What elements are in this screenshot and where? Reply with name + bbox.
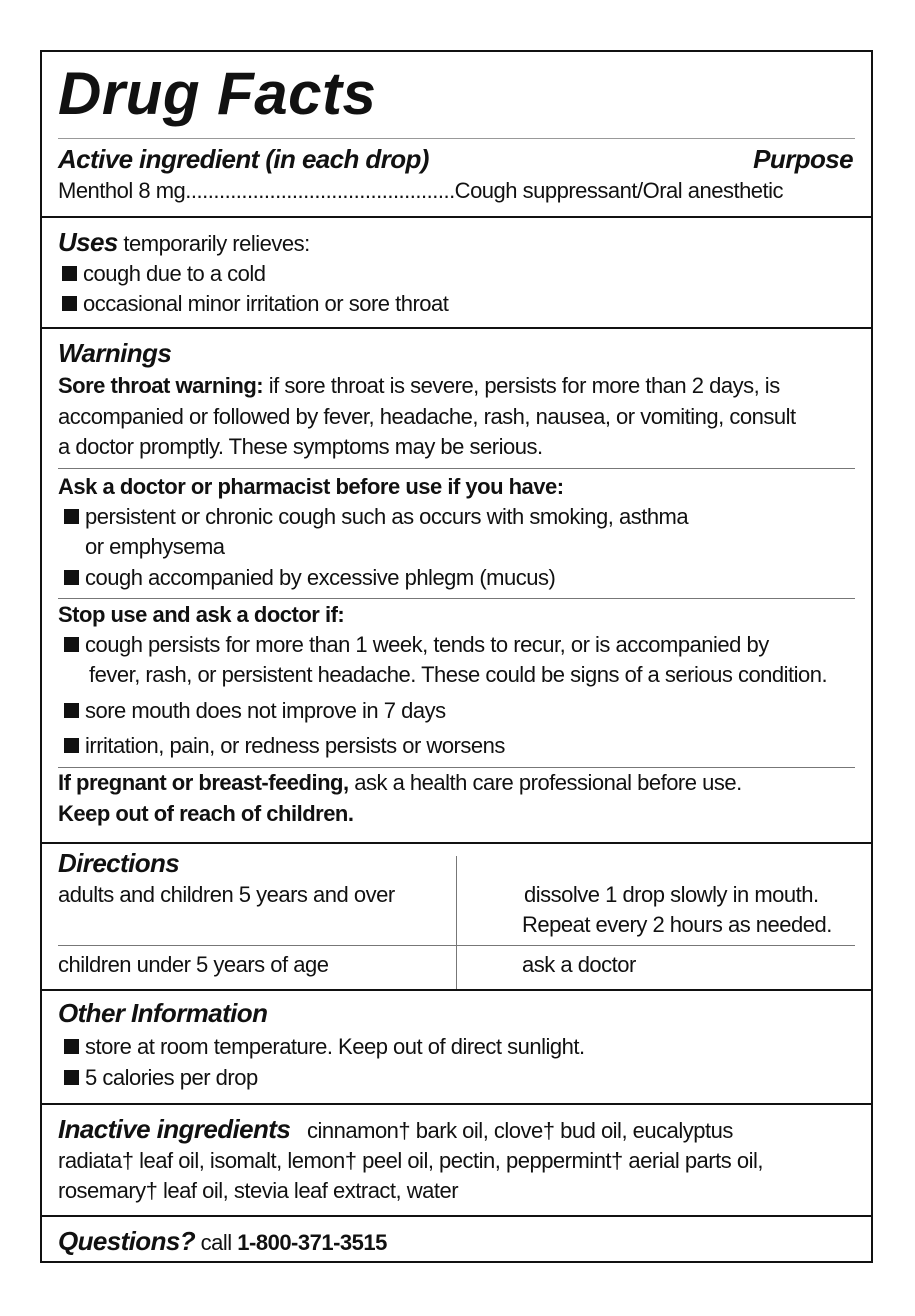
subsection-divider [58, 598, 855, 599]
other-information-heading: Other Information [58, 998, 268, 1028]
questions-line [58, 1228, 387, 1254]
sore-throat-label: Sore throat warning: [58, 373, 264, 398]
directions-row-divider [58, 945, 855, 946]
directions-what: Repeat every 2 hours as needed. [522, 912, 832, 937]
list-item: cough accompanied by excessive phlegm (mucus) [64, 567, 555, 589]
bullet-square-icon [64, 703, 79, 718]
directions-what: dissolve 1 drop slowly in mouth. [524, 882, 819, 907]
section-divider [42, 327, 871, 329]
drug-facts-panel [40, 50, 873, 1263]
directions-who: children under 5 years of age [58, 952, 329, 977]
list-item: store at room temperature. Keep out of direct sunlight. [64, 1036, 585, 1058]
bullet-square-icon [64, 738, 79, 753]
directions-what: ask a doctor [522, 952, 636, 977]
subsection-divider [58, 767, 855, 768]
directions-who: adults and children 5 years and over [58, 882, 395, 907]
subsection-divider [58, 468, 855, 469]
uses-heading: Uses [58, 227, 118, 257]
list-item: 5 calories per drop [64, 1067, 258, 1089]
active-ingredient-line: Menthol 8 mg................................................Cough suppressant/Oral anesthetic [58, 178, 784, 203]
inactive-ingredients-line: Inactive ingredients cinnamon† bark oil, clove† bud oil, eucalyptus [58, 1114, 733, 1144]
list-item: sore mouth does not improve in 7 days [64, 700, 446, 722]
inactive-ingredients-line: radiata† leaf oil, isomalt, lemon† peel oil, pectin, peppermint† aerial parts oil, [58, 1148, 763, 1173]
uses-intro: temporarily relieves: [123, 231, 310, 256]
pregnancy-label: If pregnant or breast-feeding, [58, 770, 349, 795]
list-item: irritation, pain, or redness persists or worsens [64, 735, 505, 757]
list-item: persistent or chronic cough such as occurs with smoking, asthma [64, 506, 688, 528]
section-divider [42, 216, 871, 218]
directions-column-divider [456, 856, 457, 990]
questions-heading: Questions? [58, 1226, 196, 1256]
list-item: occasional minor irritation or sore throat [62, 293, 448, 315]
sore-throat-warning: Sore throat warning: if sore throat is severe, persists for more than 2 days, is [58, 373, 780, 398]
ask-doctor-heading: Ask a doctor or pharmacist before use if you have: [58, 474, 564, 499]
pregnancy-warning: If pregnant or breast-feeding, ask a health care professional before use. [58, 770, 742, 795]
purpose-heading: Purpose [753, 144, 853, 174]
bullet-square-icon [64, 637, 79, 652]
bullet-square-icon [64, 509, 79, 524]
bullet-square-icon [64, 1070, 79, 1085]
bullet-square-icon [62, 296, 77, 311]
list-item: cough due to a cold [62, 263, 266, 285]
section-divider [42, 1103, 871, 1105]
inactive-ingredients-heading: Inactive ingredients [58, 1114, 291, 1144]
questions-phone: 1-800-371-3515 [237, 1230, 387, 1255]
title-divider [58, 138, 855, 139]
keep-out-of-reach: Keep out of reach of children. [58, 801, 354, 826]
drug-facts-title: Drug Facts [58, 60, 377, 127]
list-item-continuation: fever, rash, or persistent headache. These could be signs of a serious condition. [89, 662, 828, 687]
list-item-continuation: or emphysema [85, 534, 225, 559]
warnings-heading: Warnings [58, 338, 172, 368]
section-divider [42, 1215, 871, 1217]
stop-use-heading: Stop use and ask a doctor if: [58, 602, 345, 627]
bullet-square-icon [64, 570, 79, 585]
list-item: cough persists for more than 1 week, tends to recur, or is accompanied by [64, 634, 769, 656]
directions-heading: Directions [58, 848, 180, 878]
sore-throat-line: a doctor promptly. These symptoms may be serious. [58, 434, 543, 459]
inactive-ingredients-line: rosemary† leaf oil, stevia leaf extract, water [58, 1178, 459, 1203]
sore-throat-line: accompanied or followed by fever, headache, rash, nausea, or vomiting, consult [58, 404, 796, 429]
questions-call: call [200, 1230, 232, 1255]
section-divider [42, 989, 871, 991]
bullet-square-icon [64, 1039, 79, 1054]
uses-line [58, 229, 310, 255]
section-divider [42, 842, 871, 844]
bullet-square-icon [62, 266, 77, 281]
active-ingredient-heading: Active ingredient (in each drop) [58, 144, 429, 174]
